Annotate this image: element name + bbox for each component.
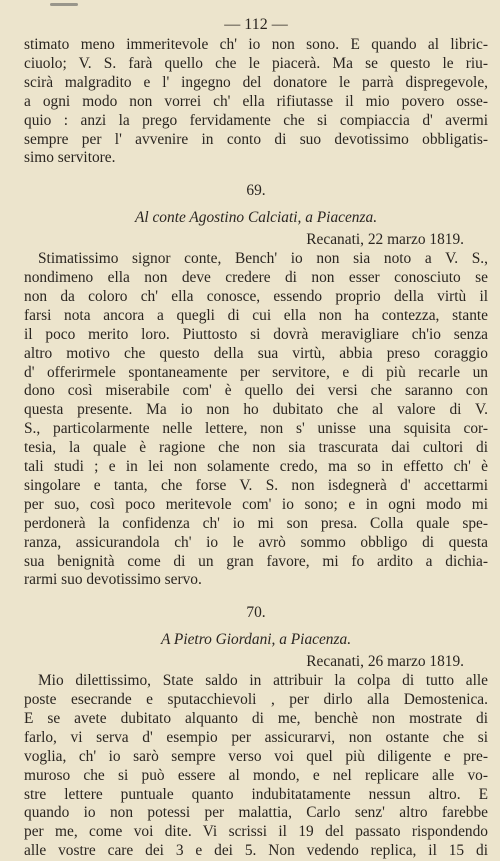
text-line: per suo, così poco meritevole com' io sono; e in ogni modo mi [24, 495, 488, 513]
intro-paragraph [24, 36, 488, 168]
text-line: alle vostre care dei 3 e dei 5. Non vedendo replica, il 15 di [24, 842, 488, 860]
letter-number: 70. [246, 604, 266, 622]
text-line: d' offerirmele spontaneamente per servitore, e di più recarle un [24, 363, 488, 381]
page-number: — 112 — [224, 16, 288, 33]
text-line: altro motivo che questo della sua virtù, abbia preso coraggio [24, 344, 488, 362]
text-line: stre lettere puntuale quanto indubitatamente nessun altro. E [24, 785, 488, 803]
text-line: nondimeno ella non deve credere di non esser conosciuto se [24, 268, 488, 286]
text-line: ranza, assicurandola ch' io le avrò sommo obbligo di questa [24, 533, 488, 551]
text-line: rarmi suo devotissimo servo. [24, 571, 202, 589]
text-line: farlo, vi serva d' esempio per assicurarvi, non ostante che si [24, 728, 488, 746]
text-line: tali studi ; e in lei non solamente credo, ma so in effetto ch' è [24, 458, 488, 476]
text-line: per me, come voi dite. Vi scrissi il 19 del passato rispondendo [24, 823, 488, 841]
text-line: simo servitore. [24, 149, 116, 167]
letter-address: Al conte Agostino Calciati, a Piacenza. [134, 209, 378, 227]
letter-address: A Pietro Giordani, a Piacenza. [160, 631, 352, 649]
text-line: non da coloro ch' ella conosce, essendo proprio della virtù il [24, 287, 488, 305]
text-line: voglia, ch' io sarò sempre verso voi quel più diligente e pre- [24, 747, 488, 765]
text-line: sempre per l' avvenire in conto di suo devotissimo obbligatis- [24, 130, 488, 148]
text-line: quando io non potessi per malattia, Carlo senz' altro farebbe [24, 804, 488, 822]
text-line: questa presente. Ma io non ho dubitato che al valore di V. [24, 401, 488, 419]
text-line: quio : anzi la prego fervidamente che si compiaccia d' avermi [24, 111, 488, 129]
text-line: a ogni modo non vorrei ch' ella rifiutasse il mio povero osse- [24, 92, 488, 110]
text-line: stimato meno immeritevole ch' io non sono. E quando al libric- [24, 36, 488, 53]
text-line: S., particolarmente nelle lettere, non s' unisse una squisita cor- [24, 420, 488, 438]
ink-smudge [50, 3, 78, 6]
letter-date: Recanati, 22 marzo 1819. [306, 231, 464, 249]
text-line: ciuolo; V. S. farà quello che le piacerà. Ma se questo le riu- [24, 54, 488, 72]
text-line: Mio dilettissimo, State saldo in attribuir la colpa di tutto alle [38, 672, 488, 690]
letter-body [24, 250, 488, 590]
text-line: E se avete dubitato alquanto di me, benchè non mostrate di [24, 709, 488, 727]
text-line: perdonerà la confidenza ch' io mi son presa. Colla quale spe- [24, 514, 488, 532]
letter-body [24, 672, 488, 861]
letter-date: Recanati, 26 marzo 1819. [306, 653, 464, 671]
text-line: poste esecrande e sputacchievoli , per dirlo alla Demostenica. [24, 691, 488, 708]
book-page [24, 14, 488, 861]
text-line: tesia, la quale è ragione che non sia trascurata dai cultori di [24, 439, 488, 457]
text-line: muroso che si può essere al mondo, e nel replicare alle vo- [24, 766, 488, 784]
text-line: singolare e tanta, che forse V. S. non isdegnerà d' accettarmi [24, 476, 488, 494]
text-line: sua benignità come di un gran favore, mi fo ardito a dichia- [24, 552, 488, 570]
text-line: scirà malgradito e l' ingegno del donatore le parrà dispregevole, [24, 73, 488, 91]
text-line: Stimatissimo signor conte, Bench' io non sia noto a V. S., [38, 250, 488, 268]
letter-number: 69. [246, 182, 266, 200]
text-line: dono così miserabile com' è quello dei versi che saranno con [24, 382, 488, 400]
text-line: il poco merito loro. Piuttosto si dovrà meravigliare ch'io senza [24, 325, 488, 343]
text-line: farsi nota ancora a quegli di cui ella non ha contezza, stante [24, 306, 488, 324]
